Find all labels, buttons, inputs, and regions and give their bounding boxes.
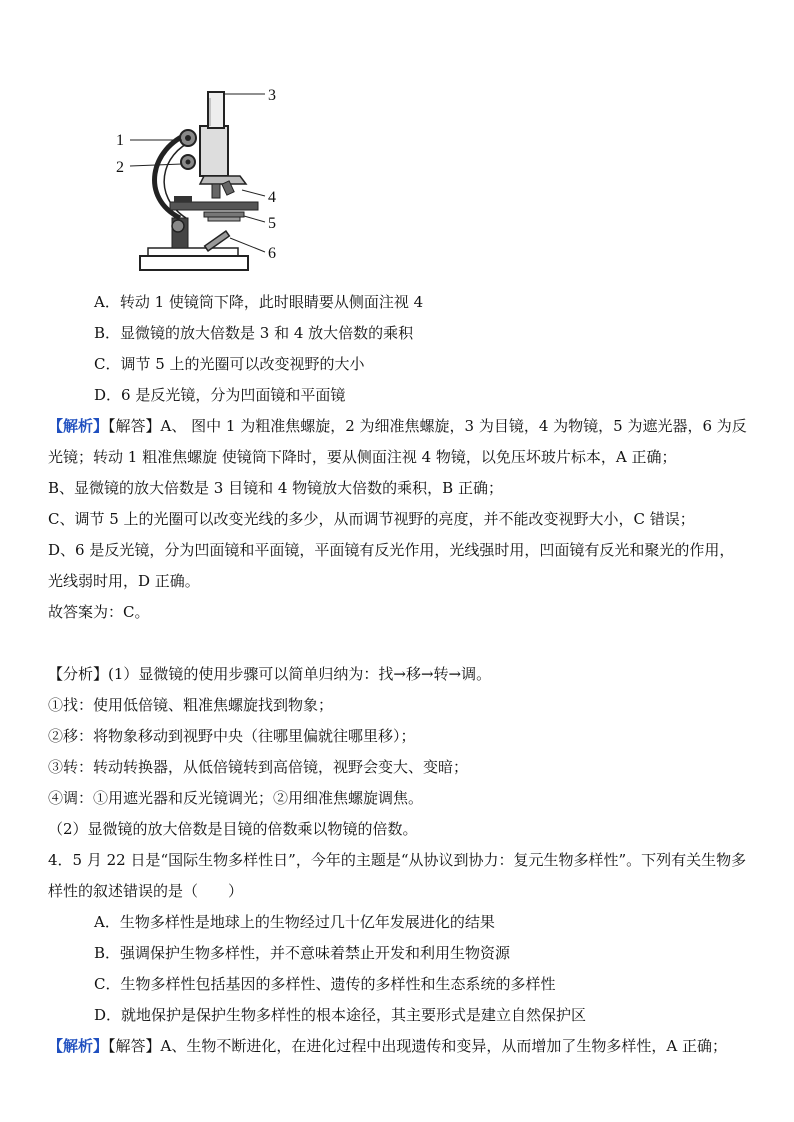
q4-option-d: D．就地保护是保护生物多样性的根本途径，其主要形式是建立自然保护区 [94, 1006, 587, 1024]
answer-tag: 【解答】 [108, 417, 161, 435]
q3-fenxi-line-2: ①找：使用低倍镜、粗准焦螺旋找到物象； [48, 696, 334, 714]
q3-option-b: B．显微镜的放大倍数是 3 和 4 放大倍数的乘积 [94, 324, 414, 342]
q4-stem-line-2: 样性的叙述错误的是（ ） [48, 882, 244, 900]
q4-answer-line-1: 【解析】【解答】A、生物不断进化，在进化过程中出现遗传和变异，从而增加了生物多样性，A 正确； [48, 1037, 727, 1055]
q3-fenxi-line-6: （2）显微镜的放大倍数是目镜的倍数乘以物镜的倍数。 [48, 820, 418, 838]
diaphragm [204, 212, 244, 217]
q3-answer-line-5: D、6 是反光镜，分为凹面镜和平面镜，平面镜有反光作用，光线强时用，凹面镜有反光和聚光的作用， [48, 541, 735, 559]
q4-analysis-tag: 【解析】 [48, 1037, 109, 1055]
q3-answer-line-1: 【解析】【解答】A、 图中 1 为粗准焦螺旋，2 为细准焦螺旋，3 为目镜，4 为物镜，5 为遮光器，6 为反 [48, 417, 747, 435]
microscope-figure [100, 78, 300, 278]
q3-option-d: D．6 是反光镜，分为凹面镜和平面镜 [94, 386, 346, 404]
figure-label-1: 1 [116, 132, 124, 149]
figure-label-4: 4 [268, 189, 276, 206]
q4-option-a: A．生物多样性是地球上的生物经过几十亿年发展进化的结果 [94, 913, 495, 931]
microscope-stage [170, 202, 258, 210]
q3-fenxi-line-1: 【分析】(1）显微镜的使用步骤可以简单归纳为：找→移→转→调。 [48, 665, 492, 683]
figure-label-6: 6 [268, 245, 276, 262]
q3-option-c: C．调节 5 上的光圈可以改变视野的大小 [94, 355, 365, 373]
figure-label-3: 3 [268, 87, 276, 104]
q3-answer-line-3: B、显微镜的放大倍数是 3 目镜和 4 物镜放大倍数的乘积，B 正确； [48, 479, 503, 497]
q3-fenxi-line-5: ④调：①用遮光器和反光镜调光；②用细准焦螺旋调焦。 [48, 789, 424, 807]
microscope-base [140, 256, 248, 270]
q4-answer-tag: 【解答】 [108, 1037, 161, 1055]
q3-answer-line-4: C、调节 5 上的光圈可以改变光线的多少，从而调节视野的亮度，并不能改变视野大小，C 错误； [48, 510, 695, 528]
q3-answer-line-6: 光线弱时用，D 正确。 [48, 572, 200, 590]
q4-option-b: B．强调保护生物多样性，并不意味着禁止开发和利用生物资源 [94, 944, 511, 962]
q3-fenxi-line-4: ③转：转动转换器，从低倍镜转到高倍镜，视野会变大、变暗； [48, 758, 469, 776]
q3-answer-line-7: 故答案为：C。 [48, 603, 150, 621]
q4-stem-line-1: 4．5 月 22 日是“国际生物多样性日”，今年的主题是“从协议到协力：复元生物多样性”。下列有关生物多 [48, 851, 747, 869]
q3-fenxi-line-3: ②移：将物象移动到视野中央（往哪里偏就往哪里移）； [48, 727, 416, 745]
q3-answer-line-2: 光镜；转动 1 粗准焦螺旋 使镜筒下降时，要从侧面注视 4 物镜，以免压坏玻片标本，A 正确； [48, 448, 677, 466]
q3-option-a: A．转动 1 使镜筒下降，此时眼睛要从侧面注视 4 [94, 293, 424, 311]
figure-label-2: 2 [116, 159, 124, 176]
microscope-tube [200, 126, 228, 176]
analysis-tag: 【解析】 [48, 417, 109, 435]
figure-label-5: 5 [268, 215, 276, 232]
objective-lens [212, 184, 220, 198]
q4-option-c: C．生物多样性包括基因的多样性、遗传的多样性和生态系统的多样性 [94, 975, 556, 993]
